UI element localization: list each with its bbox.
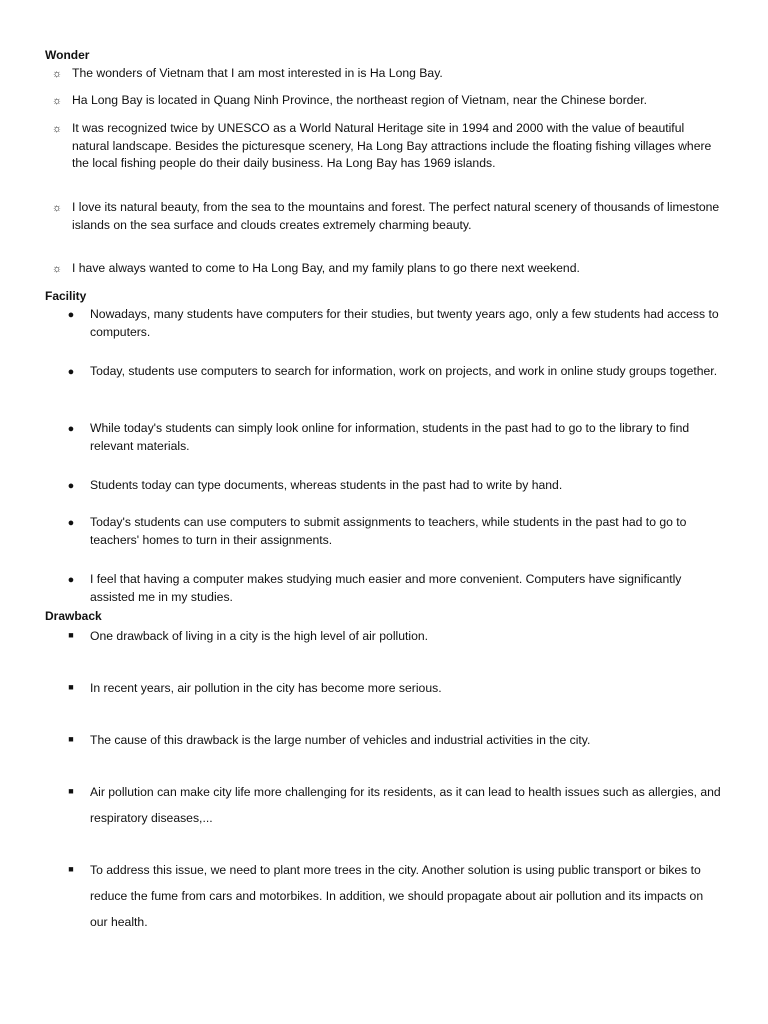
drawback-item-2: In recent years, air pollution in the city has become more serious. [90,681,442,695]
sun-bullet-icon: ☼ [51,68,63,80]
dot-bullet-icon: ● [67,423,75,435]
square-bullet-icon: ■ [68,864,74,874]
dot-bullet-icon: ● [67,366,75,378]
wonder-item-1: The wonders of Vietnam that I am most interested in is Ha Long Bay. [72,66,443,80]
dot-bullet-icon: ● [67,517,75,529]
square-bullet-icon: ■ [68,630,74,640]
facility-item-3: While today's students can simply look online for information, students in the past had to go to the library to find relevant materials. [90,421,690,453]
square-bullet-icon: ■ [68,734,74,744]
facility-item-5: Today's students can use computers to submit assignments to teachers, while students in the past had to go to teachers' homes to turn in their assignments. [90,515,687,547]
wonder-item-2: Ha Long Bay is located in Quang Ninh Province, the northeast region of Vietnam, near the Chinese border. [72,93,647,107]
sun-bullet-icon: ☼ [51,123,63,135]
wonder-item-4: I love its natural beauty, from the sea to the mountains and forest. The perfect natural scenery of thousands of limestone islands on the sea surface and clouds creates extremely charming beauty. [72,200,720,232]
wonder-item-5: I have always wanted to come to Ha Long Bay, and my family plans to go there next weekend. [72,261,580,275]
dot-bullet-icon: ● [67,309,75,321]
section-heading-drawback: Drawback [45,609,102,623]
section-heading-wonder: Wonder [45,48,90,62]
dot-bullet-icon: ● [67,574,75,586]
sun-bullet-icon: ☼ [51,202,63,214]
facility-item-2: Today, students use computers to search for information, work on projects, and work in online study groups together. [90,364,718,378]
drawback-item-4: Air pollution can make city life more challenging for its residents, as it can lead to health issues such as allergies, and respiratory diseases,... [90,785,721,825]
facility-item-4: Students today can type documents, whereas students in the past had to write by hand. [90,478,563,492]
square-bullet-icon: ■ [68,786,74,796]
section-heading-facility: Facility [45,289,87,303]
dot-bullet-icon: ● [67,480,75,492]
facility-item-1: Nowadays, many students have computers for their studies, but twenty years ago, only a few students had access to computers. [90,307,719,339]
sun-bullet-icon: ☼ [51,263,63,275]
sun-bullet-icon: ☼ [51,95,63,107]
wonder-item-3: It was recognized twice by UNESCO as a World Natural Heritage site in 1994 and 2000 with the value of beautiful natural landscape. Besides the picturesque scenery, Ha Long Bay attractions include the floating fishing villages where the local fishing people do their daily business. Ha Long Bay has 1969 islands. [72,121,712,170]
square-bullet-icon: ■ [68,682,74,692]
drawback-item-5: To address this issue, we need to plant more trees in the city. Another solution is using public transport or bikes to reduce the fume from cars and motorbikes. In addition, we should propagate about air pollution and its impacts on our health. [90,863,704,929]
facility-item-6: I feel that having a computer makes studying much easier and more convenient. Computers have significantly assisted me in my studies. [90,572,682,604]
drawback-item-1: One drawback of living in a city is the high level of air pollution. [90,629,429,643]
drawback-item-3: The cause of this drawback is the large number of vehicles and industrial activities in the city. [90,733,591,747]
